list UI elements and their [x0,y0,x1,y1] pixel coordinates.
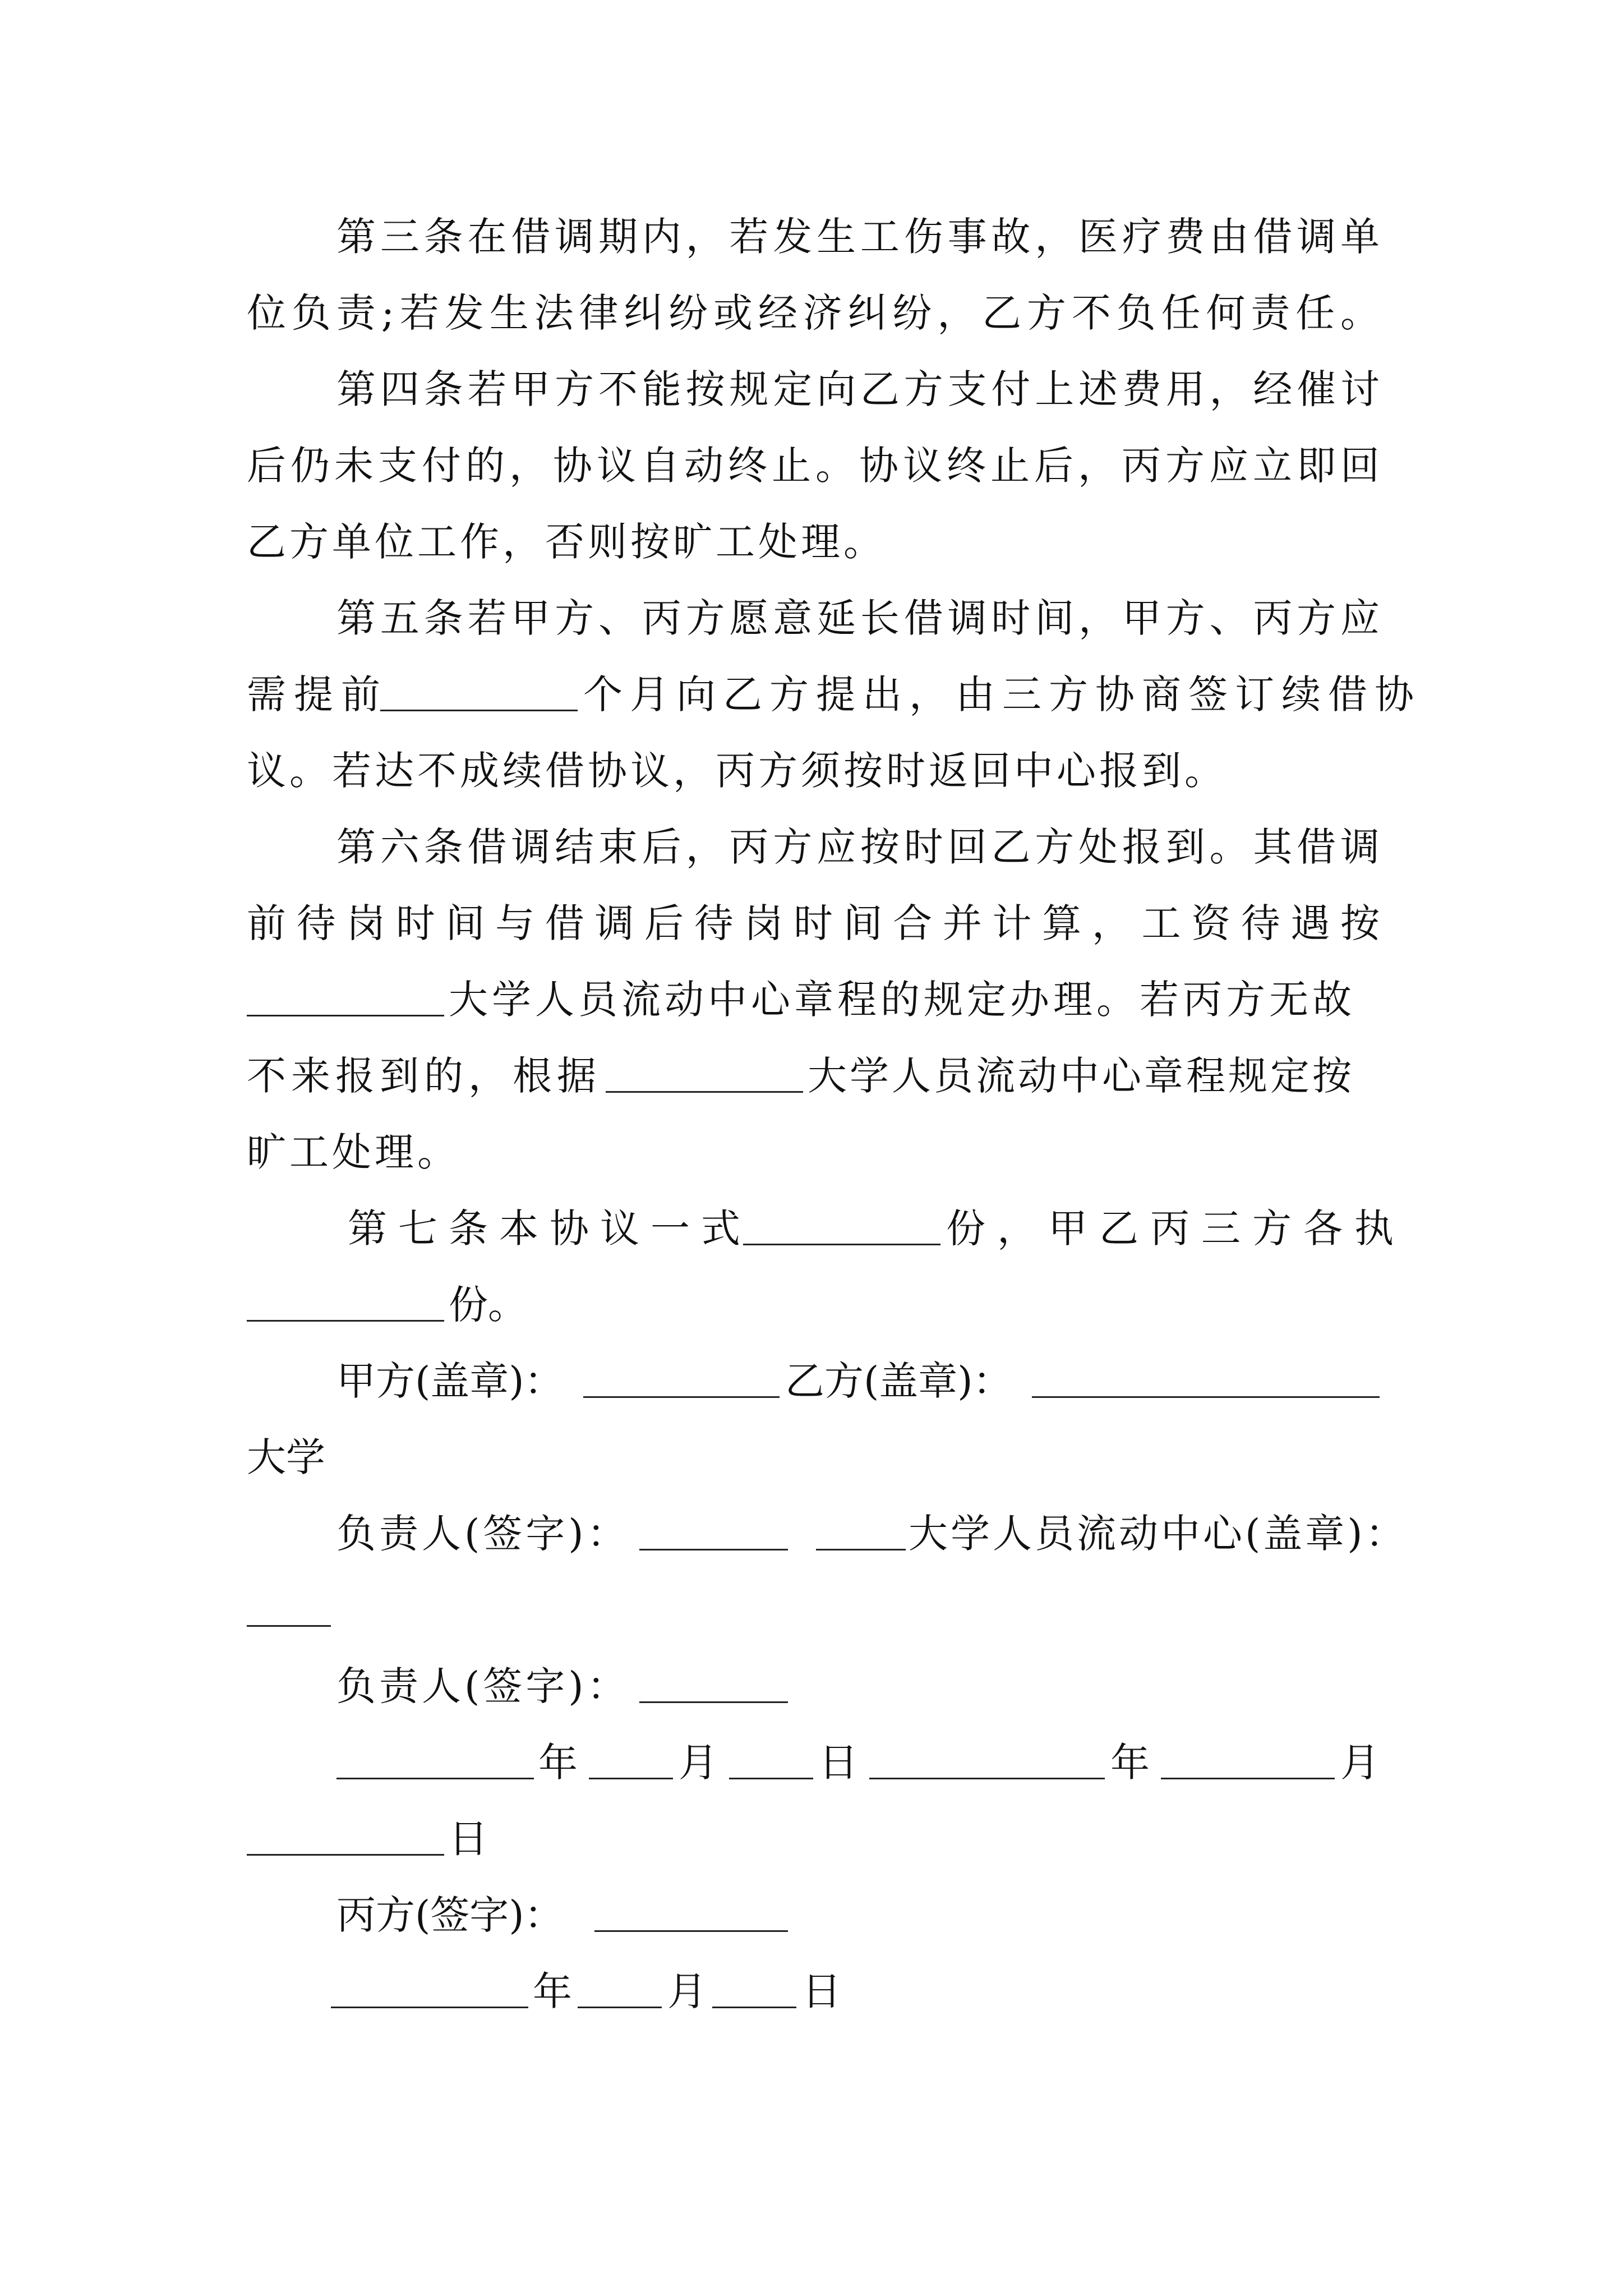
date-3-year-blank[interactable] [331,1952,528,2008]
date-1-month-label: 月 [679,1740,718,1786]
party-c-line [336,1887,1380,1943]
date-1-year-blank[interactable] [336,1723,534,1779]
date-1-day-label: 日 [819,1740,858,1786]
signature-seal-line [336,1353,1380,1409]
article-7-line-2-text: 份。 [449,1282,527,1328]
date-3-year-label: 年 [533,1968,572,2014]
article-3-line-2: 位负责;若发生法律纠纷或经济纠纷，乙方不负任何责任。 [247,290,1380,336]
article-6-line-4-suffix: 大学人员流动中心章程规定按 [808,1053,1354,1099]
responsible-center-line [336,1506,1436,1562]
date-2-month-blank[interactable] [1161,1723,1335,1779]
copies-each-blank[interactable] [247,1266,444,1322]
date-1-year-label: 年 [538,1740,578,1786]
responsible-sign-label-2: 负责人(签字)： [336,1663,630,1709]
date-2-day-label: 日 [449,1816,488,1862]
article-5-line-2 [247,666,1421,723]
date-1-month-blank[interactable] [589,1723,673,1779]
party-c-sign-blank[interactable] [594,1876,788,1932]
article-7-line-1-prefix: 第七条本协议一式 [348,1205,751,1251]
date-3-day-blank[interactable] [712,1952,796,2008]
date-1-day-blank[interactable] [729,1723,813,1779]
article-5-line-3: 议。若达不成续借协议，丙方须按时返回中心报到。 [247,748,1227,794]
university-name-blank-2[interactable] [606,1037,803,1093]
months-notice-blank[interactable] [380,655,578,711]
date-3-month-label: 月 [667,1968,707,2014]
article-4-line-2: 后仍未支付的，协议自动终止。协议终止后，丙方应立即回 [247,443,1380,489]
article-6-line-4 [247,1048,1380,1104]
party-a-seal-blank[interactable] [583,1342,780,1398]
date-2-month-label: 月 [1340,1740,1380,1786]
article-7-line-2 [247,1277,1380,1333]
responsible-sign-blank-2[interactable] [639,1647,788,1703]
article-3-line-1: 第三条在借调期内，若发生工伤事故，医疗费由借调单 [336,214,1380,260]
center-name-blank[interactable] [816,1494,906,1550]
article-7-line-1 [336,1200,1405,1257]
responsible-sign-label: 负责人(签字)： [336,1511,630,1557]
date-2-day-blank[interactable] [247,1800,444,1856]
article-4-line-3: 乙方单位工作，否则按旷工处理。 [247,519,886,565]
article-6-line-5: 旷工处理。 [247,1129,460,1175]
date-line-3 [336,1963,1380,2019]
article-6-line-4-prefix: 不来报到的，根据 [247,1053,601,1099]
article-6-line-3-text: 大学人员流动中心章程的规定办理。若丙方无故 [449,977,1355,1023]
center-seal-blank[interactable] [247,1571,331,1627]
date-line-1 [336,1734,1380,1791]
article-4-line-1: 第四条若甲方不能按规定向乙方支付上述费用，经催讨 [336,366,1380,412]
date-3-day-label: 日 [802,1968,841,2014]
date-2-year-label: 年 [1110,1740,1150,1786]
center-seal-label: 大学人员流动中心(盖章)： [909,1511,1408,1557]
responsible-sign-blank[interactable] [639,1494,788,1550]
article-5-line-2-prefix: 需提前 [247,671,388,717]
copies-total-blank[interactable] [743,1189,940,1245]
date-line-1-continuation [247,1811,583,1867]
center-seal-continuation [247,1582,359,1638]
date-2-year-blank[interactable] [869,1723,1105,1779]
article-6-line-1: 第六条借调结束后，丙方应按时回乙方处报到。其借调 [336,824,1380,870]
article-6-line-3 [247,972,1380,1028]
party-b-seal-blank[interactable] [1032,1342,1380,1398]
article-6-line-2: 前待岗时间与借调后待岗时间合并计算，工资待遇按 [247,900,1380,946]
article-7-line-1-suffix: 份，甲乙丙三方各执 [946,1205,1405,1251]
date-3-month-blank[interactable] [578,1952,662,2008]
party-a-seal-label: 甲方(盖章)： [336,1358,564,1404]
party-c-sign-label: 丙方(签字)： [336,1892,564,1938]
article-5-line-2-suffix: 个月向乙方提出，由三方协商签订续借协 [583,671,1421,717]
daxue-line: 大学 [247,1434,325,1480]
university-name-blank-1[interactable] [247,960,444,1016]
responsible-sign-line-2 [336,1658,1380,1714]
party-b-seal-label: 乙方(盖章)： [785,1358,1012,1404]
article-5-line-1: 第五条若甲方、丙方愿意延长借调时间，甲方、丙方应 [336,595,1380,641]
